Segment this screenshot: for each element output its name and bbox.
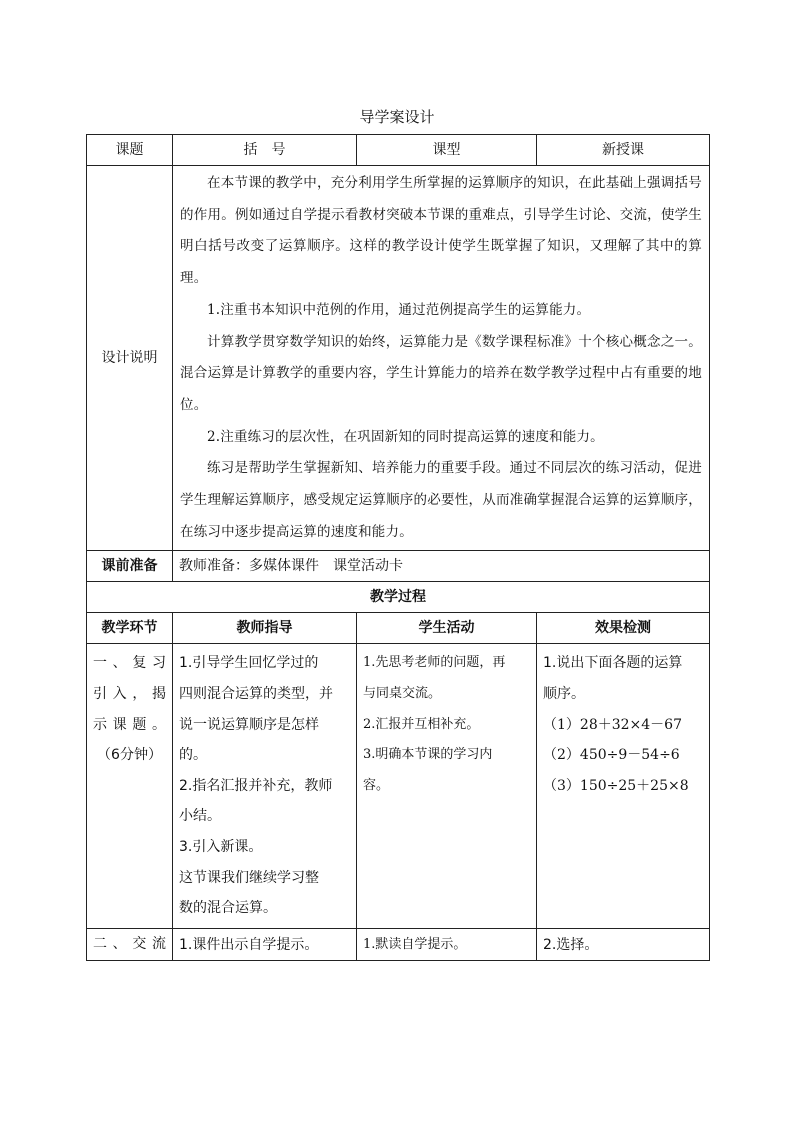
type-label: 课型	[357, 135, 537, 166]
design-paragraph: 练习是帮助学生掌握新知、培养能力的重要手段。通过不同层次的练习活动，促进学生理解运算顺序，感受规定运算顺序的必要性，从而准确掌握混合运算的运算顺序，在练习中逐步提高运算的速度和能力。	[180, 460, 702, 540]
student-line: 2.汇报并互相补充。	[363, 716, 480, 732]
teacher-line: 四则混合运算的类型，并	[179, 686, 333, 703]
check-line: 顺序。	[543, 686, 585, 703]
prep-label: 课前准备	[87, 551, 173, 582]
teacher-cell	[173, 929, 357, 961]
process-title: 教学过程	[87, 582, 710, 613]
header-row	[87, 135, 710, 166]
column-header-student: 学生活动	[357, 613, 537, 644]
process-header-row	[87, 613, 710, 644]
stage-line: 引入，揭	[93, 686, 166, 703]
teacher-line: 的。	[179, 747, 207, 764]
student-cell	[357, 929, 537, 961]
student-line: 1.先思考老师的问题，再	[363, 655, 506, 671]
check-line: （1）28＋32×4－67	[543, 716, 682, 733]
teacher-line: 3.引入新课。	[179, 839, 263, 855]
process-row-exchange	[87, 929, 710, 961]
teacher-line: 1.课件出示自学提示。	[179, 936, 319, 953]
student-line: 容。	[363, 777, 390, 793]
teacher-line: 小结。	[179, 808, 221, 825]
teacher-line: 数的混合运算。	[179, 900, 277, 917]
stage-line: 二、交流	[93, 936, 166, 953]
design-description	[173, 166, 710, 551]
check-line: （3）150÷25＋25×8	[543, 777, 689, 794]
teacher-line: 这节课我们继续学习整	[179, 869, 319, 886]
prep-row	[87, 551, 710, 582]
stage-line: （6分钟）	[97, 747, 162, 764]
check-line: 2.选择。	[543, 936, 599, 953]
teacher-line: 2.指名汇报并补充，教师	[179, 777, 333, 794]
teacher-line: 说一说运算顺序是怎样	[179, 716, 319, 733]
teacher-cell	[173, 644, 357, 929]
document-title: 导学案设计	[359, 108, 435, 126]
check-line: 1.说出下面各题的运算	[543, 655, 683, 672]
student-line: 与同桌交流。	[363, 686, 442, 702]
teacher-line: 1.引导学生回忆学过的	[179, 655, 319, 672]
topic-value: 括 号	[173, 135, 357, 166]
stage-cell	[87, 929, 173, 961]
stage-line: 示课题。	[93, 716, 166, 733]
stage-cell	[87, 644, 173, 929]
design-paragraph: 计算教学贯穿数学知识的始终，运算能力是《数学课程标准》十个核心概念之一。混合运算是计算教学的重要内容，学生计算能力的培养在数学教学过程中占有重要的地位。	[180, 333, 702, 413]
column-header-check: 效果检测	[537, 613, 710, 644]
topic-label: 课题	[87, 135, 173, 166]
design-paragraph: 1.注重书本知识中范例的作用，通过范例提高学生的运算能力。	[207, 301, 591, 318]
process-row-review	[87, 644, 710, 929]
check-cell	[537, 644, 710, 929]
lesson-plan-table	[86, 134, 710, 961]
student-cell	[357, 644, 537, 929]
process-title-row	[87, 582, 710, 613]
student-line: 3.明确本节课的学习内	[363, 747, 493, 763]
student-line: 1.默读自学提示。	[363, 936, 467, 952]
design-paragraph: 在本节课的教学中，充分利用学生所掌握的运算顺序的知识，在此基础上强调括号的作用。例如通过自学提示看教材突破本节课的重难点，引导学生讨论、交流，使学生明白括号改变了运算顺序。这样的教学设计使学生既掌握了知识，又理解了其中的算理。	[180, 175, 702, 287]
column-header-teacher: 教师指导	[173, 613, 357, 644]
type-value: 新授课	[537, 135, 710, 166]
stage-line: 一、复习	[93, 655, 166, 672]
design-paragraph: 2.注重练习的层次性，在巩固新知的同时提高运算的速度和能力。	[207, 428, 604, 445]
design-row	[87, 166, 710, 551]
check-line: （2）450÷9－54÷6	[543, 747, 680, 764]
column-header-stage: 教学环节	[87, 613, 173, 644]
check-cell	[537, 929, 710, 961]
prep-value: 教师准备：多媒体课件 课堂活动卡	[173, 551, 710, 582]
design-label: 设计说明	[87, 166, 173, 551]
